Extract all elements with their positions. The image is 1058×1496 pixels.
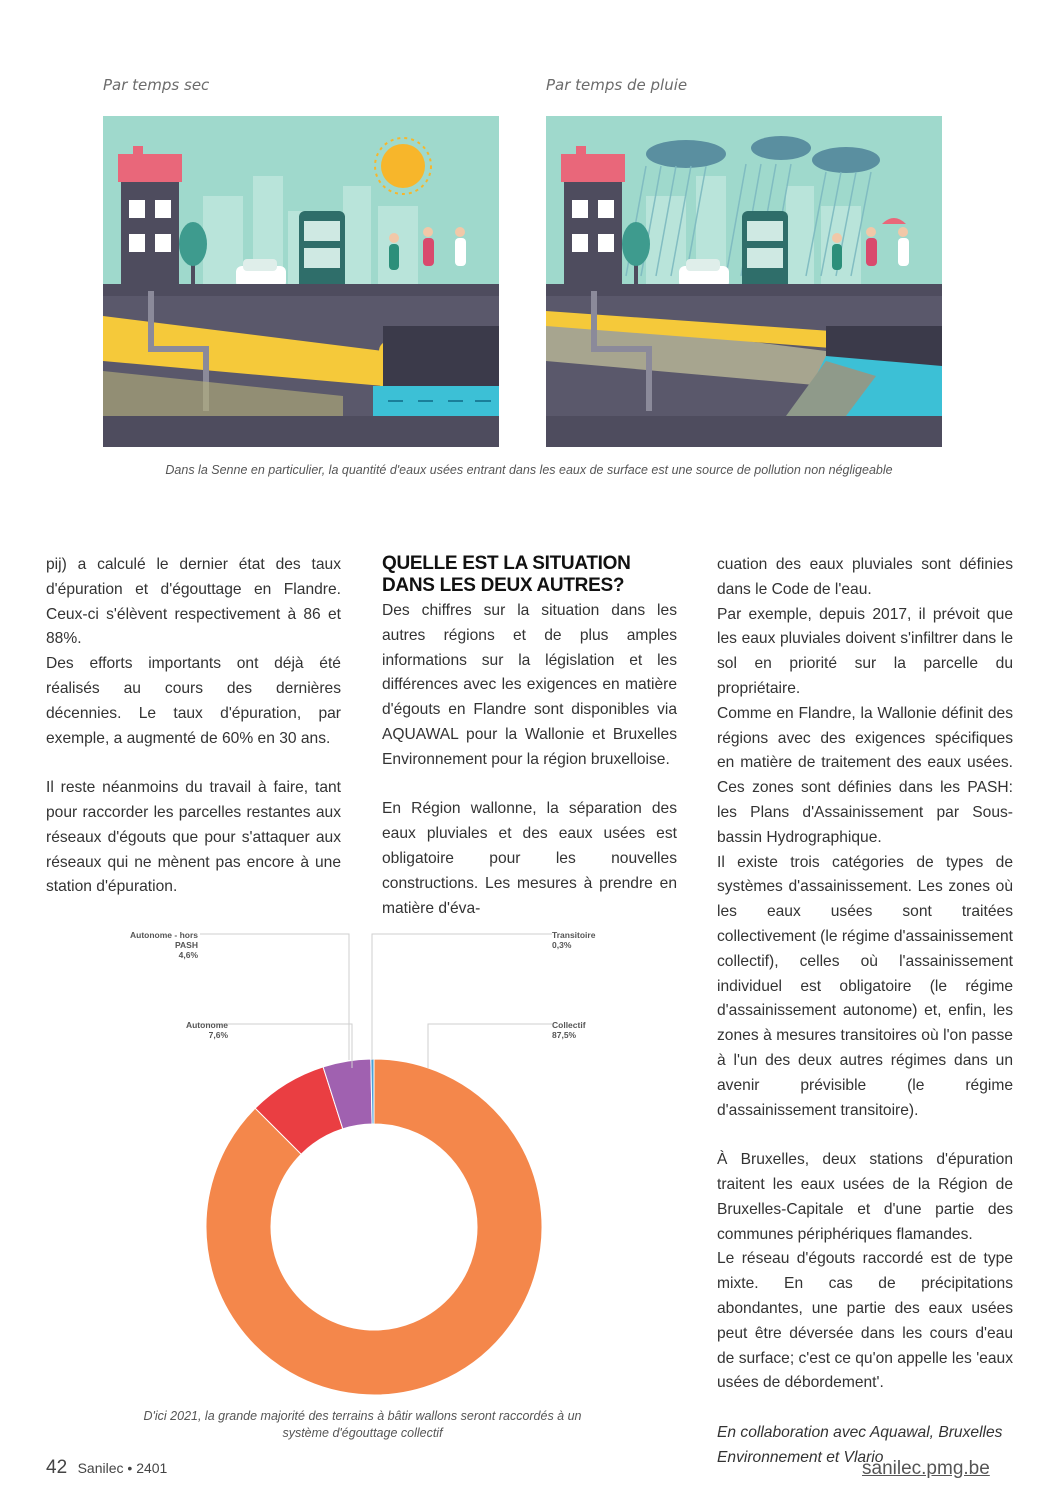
publication-issue: Sanilec • 2401 — [77, 1460, 168, 1476]
col1-paragraph-2: Des efforts importants ont déjà été réalisés au cours des dernières décennies. Le taux d'épuration, par exemple, a augmenté de 60% en 30 ans. — [46, 655, 341, 747]
leader-line-transitoire — [372, 934, 552, 1060]
leader-line-collectif — [428, 1024, 552, 1068]
rain-weather-illustration — [546, 116, 942, 447]
website-link[interactable]: sanilec.pmg.be — [862, 1458, 990, 1479]
column-2 — [382, 553, 677, 921]
credit-line: En collaboration avec Aquawal, Bruxelles Environnement et Vlario — [717, 1423, 1003, 1466]
donut-label-name: Collectif — [552, 1020, 586, 1030]
donut-chart-svg — [100, 920, 660, 1400]
donut-label-autonome — [140, 1020, 228, 1040]
donut-label-name: Autonome - hors — [130, 930, 198, 940]
donut-chart — [100, 920, 660, 1400]
col3-paragraph-6: Le réseau d'égouts raccordé est de type mixte. En cas de précipitations abondantes, une partie des eaux usées peut être déversée dans les cours d'eau de surface; c'est ce qu'on appelle les 'eaux usées de débordement'. — [717, 1250, 1013, 1392]
donut-label-collectif — [552, 1020, 640, 1040]
col1-paragraph-1: pij) a calculé le dernier état des taux d'épuration et d'égouttage en Flandre. Ceux-ci s'élèvent respectivement à 86 et 88%. — [46, 556, 341, 648]
col3-paragraph-4: Il existe trois catégories de types de systèmes d'assainissement. Les zones où les eaux usées sont traitées collectivement (le régime d'assainissement collectif), celles où l'assainissement individuel est obligatoire (le régime d'assainissement autonome) et, enfin, les zones à mesures transitoires où l'on passe à l'un des deux autres régimes dans un avenir prévisible (le régime d'assainissement transitoire). — [717, 853, 1013, 1119]
donut-label-transitoire — [552, 930, 640, 950]
section-heading — [382, 553, 677, 597]
donut-label-name: PASH — [175, 940, 198, 950]
donut-label-name: Autonome — [185, 1020, 228, 1030]
donut-label-name: Transitoire — [552, 930, 596, 940]
col3-paragraph-3: Comme en Flandre, la Wallonie définit des régions avec des exigences spécifiques en matière de traitement des eaux usées. Ces zones sont définies dans les PASH: les Plans d'Assainissement par Sous-bassin Hydrographique. — [717, 704, 1013, 846]
col2-paragraph-1: Des chiffres sur la situation dans les autres régions et de plus amples informations sur la législation et les différences avec les exigences en matière d'égouts en Flandre sont disponibles via AQUAWAL pour la Wallonie et Bruxelles Environnement pour la région bruxelloise. — [382, 602, 677, 768]
rain-weather-label: Par temps de pluie — [546, 76, 688, 94]
dry-weather-label: Par temps sec — [103, 76, 210, 94]
illustration-caption: Dans la Senne en particulier, la quantité d'eaux usées entrant dans les eaux de surface est une source de pollution non négligeable — [165, 463, 893, 477]
col3-paragraph-5: À Bruxelles, deux stations d'épuration traitent les eaux usées de la Région de Bruxelles-Capitale et d'une partie des communes périphériques flamandes. — [717, 1151, 1013, 1243]
column-1 — [46, 553, 341, 900]
donut-label-value: 4,6% — [178, 950, 198, 960]
section-heading-line-1: QUELLE EST LA SITUATION — [382, 553, 631, 574]
section-heading-line-2: DANS LES DEUX AUTRES? — [382, 575, 625, 596]
dry-weather-illustration — [103, 116, 499, 447]
col3-paragraph-2: Par exemple, depuis 2017, il prévoit que les eaux pluviales doivent s'infiltrer dans le sol en priorité sur la parcelle du propriétaire. — [717, 605, 1013, 697]
donut-label-value: 0,3% — [552, 940, 572, 950]
donut-label-value: 7,6% — [208, 1030, 228, 1040]
leader-line-autonome-hors-pash — [200, 934, 349, 1060]
donut-label-value: 87,5% — [552, 1030, 577, 1040]
chart-caption: D'ici 2021, la grande majorité des terrains à bâtir wallons seront raccordés à un système d'égouttage collectif — [143, 1409, 582, 1440]
col1-paragraph-3: Il reste néanmoins du travail à faire, tant pour raccorder les parcelles restantes aux réseaux d'égouts que pour s'attaquer aux réseaux qui ne mènent pas encore à une station d'épuration. — [46, 779, 341, 896]
page-number: 42 — [46, 1457, 68, 1478]
donut-label-autonome-hors-pash — [110, 930, 198, 960]
footer-left — [46, 1457, 167, 1479]
col2-paragraph-2: En Région wallonne, la séparation des eaux pluviales et des eaux usées est obligatoire pour les nouvelles constructions. Les mesures à prendre en matière d'éva- — [382, 800, 677, 917]
col3-paragraph-1: cuation des eaux pluviales sont définies dans le Code de l'eau. — [717, 556, 1013, 598]
column-3 — [717, 553, 1013, 1470]
